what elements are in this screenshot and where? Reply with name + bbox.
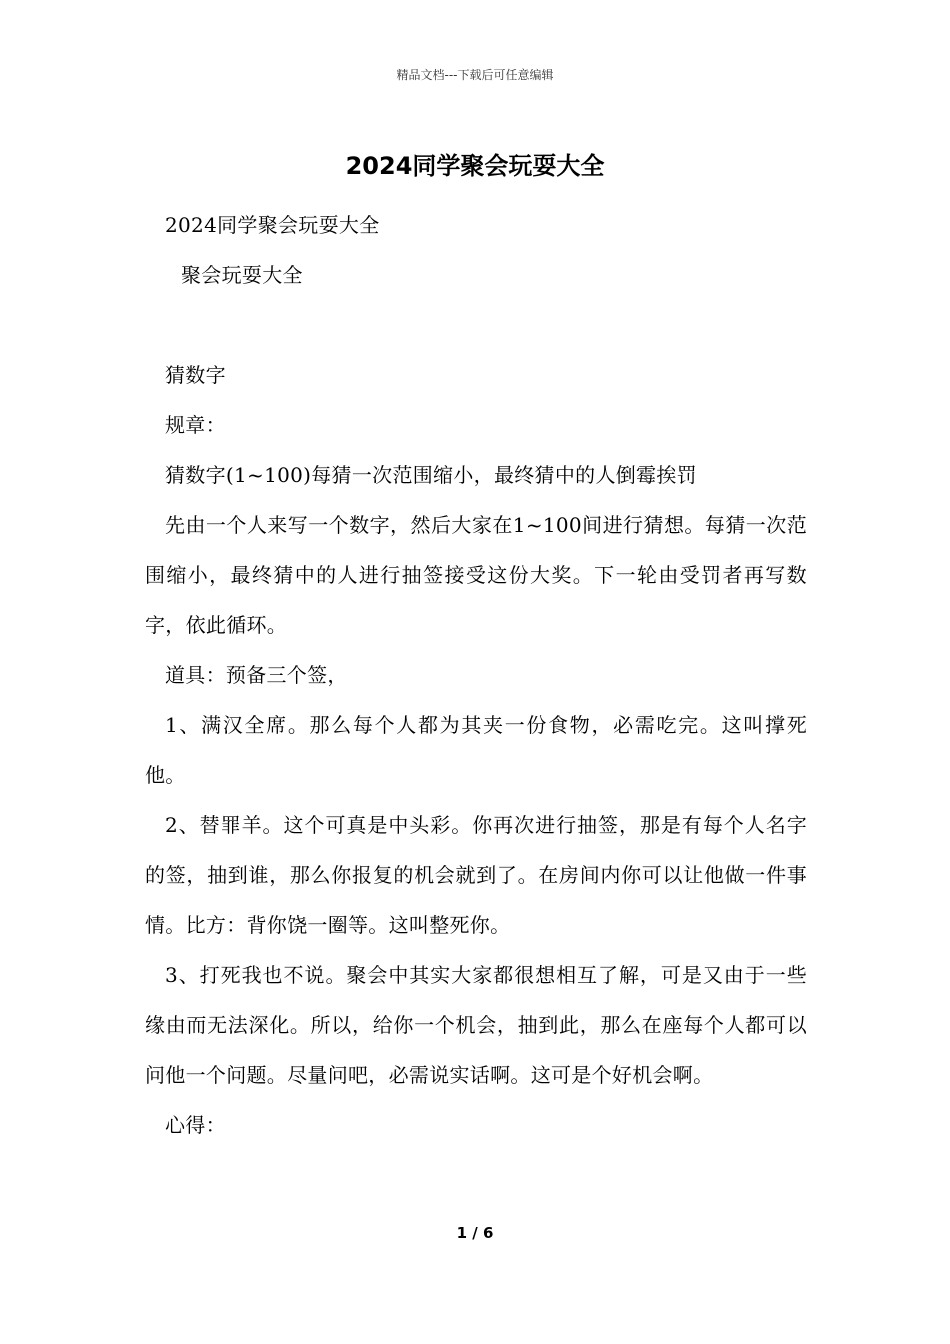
paragraph-subtitle: 2024同学聚会玩耍大全 <box>165 213 380 237</box>
paragraph-item-3: 3、打死我也不说。聚会中其实大家都很想相互了解，可是又由于一些缘由而无法深化。所以，给你一个机会，抽到此，那么在座每个人都可以问他一个问题。尽量问吧，必需说实话啊。这可是个好机会啊。 <box>145 963 807 1087</box>
paragraph-rules-summary: 猜数字(1~100)每猜一次范围缩小，最终猜中的人倒霉挨罚 <box>165 463 697 487</box>
paragraph-section-heading: 聚会玩耍大全 <box>181 263 303 287</box>
paragraph-game-name: 猜数字 <box>165 363 226 387</box>
paragraph-item-2: 2、替罪羊。这个可真是中头彩。你再次进行抽签，那是有每个人名字的签，抽到谁，那么你报复的机会就到了。在房间内你可以让他做一件事情。比方：背你饶一圈等。这叫整死你。 <box>145 813 807 937</box>
paragraph-item-1: 1、满汉全席。那么每个人都为其夹一份食物，必需吃完。这叫撑死他。 <box>145 713 807 787</box>
paragraph-props: 道具：预备三个签， <box>165 663 348 687</box>
paragraph-blank <box>145 300 807 350</box>
page-header: 精品文档---下载后可任意编辑 <box>396 68 554 82</box>
paragraph-rules-label: 规章： <box>165 413 226 437</box>
document-title: 2024同学聚会玩耍大全 <box>345 152 605 180</box>
document-body <box>145 200 807 1150</box>
paragraph-notes-label: 心得： <box>165 1113 226 1137</box>
paragraph-rules-detail: 先由一个人来写一个数字，然后大家在1~100间进行猜想。每猜一次范围缩小，最终猜中的人进行抽签接受这份大奖。下一轮由受罚者再写数字，依此循环。 <box>145 513 807 637</box>
page-number: 1 / 6 <box>456 1224 494 1242</box>
